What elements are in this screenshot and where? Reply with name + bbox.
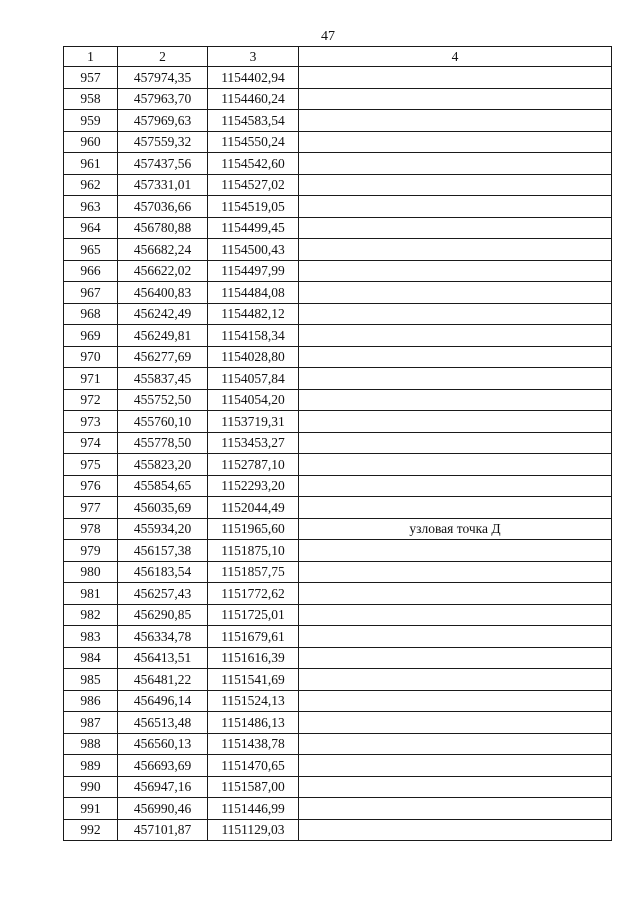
point-number-cell: 978	[64, 518, 118, 540]
table-row	[64, 669, 612, 691]
note-cell	[299, 346, 612, 368]
y-coordinate-cell: 1151438,78	[208, 733, 299, 755]
y-coordinate-cell: 1151772,62	[208, 583, 299, 605]
table-row	[64, 131, 612, 153]
point-number-cell: 968	[64, 303, 118, 325]
point-number-cell: 989	[64, 755, 118, 777]
note-cell	[299, 561, 612, 583]
note-cell	[299, 712, 612, 734]
note-cell	[299, 540, 612, 562]
x-coordinate-cell: 457331,01	[118, 174, 208, 196]
x-coordinate-cell: 456400,83	[118, 282, 208, 304]
point-number-cell: 963	[64, 196, 118, 218]
note-cell	[299, 497, 612, 519]
y-coordinate-cell: 1154583,54	[208, 110, 299, 132]
column-header-3: 3	[208, 47, 299, 67]
point-number-cell: 970	[64, 346, 118, 368]
y-coordinate-cell: 1152787,10	[208, 454, 299, 476]
x-coordinate-cell: 457559,32	[118, 131, 208, 153]
x-coordinate-cell: 455760,10	[118, 411, 208, 433]
table-row	[64, 776, 612, 798]
x-coordinate-cell: 455837,45	[118, 368, 208, 390]
table-row	[64, 174, 612, 196]
table-body	[64, 67, 612, 841]
y-coordinate-cell: 1151965,60	[208, 518, 299, 540]
point-number-cell: 980	[64, 561, 118, 583]
x-coordinate-cell: 455854,65	[118, 475, 208, 497]
x-coordinate-cell: 457969,63	[118, 110, 208, 132]
x-coordinate-cell: 456183,54	[118, 561, 208, 583]
table-row	[64, 196, 612, 218]
table-row	[64, 389, 612, 411]
note-cell	[299, 110, 612, 132]
table-row	[64, 217, 612, 239]
point-number-cell: 974	[64, 432, 118, 454]
x-coordinate-cell: 456481,22	[118, 669, 208, 691]
point-number-cell: 986	[64, 690, 118, 712]
x-coordinate-cell: 455823,20	[118, 454, 208, 476]
table-row	[64, 303, 612, 325]
y-coordinate-cell: 1154519,05	[208, 196, 299, 218]
y-coordinate-cell: 1154527,02	[208, 174, 299, 196]
x-coordinate-cell: 456947,16	[118, 776, 208, 798]
y-coordinate-cell: 1154482,12	[208, 303, 299, 325]
table-row	[64, 819, 612, 841]
note-cell	[299, 454, 612, 476]
x-coordinate-cell: 456990,46	[118, 798, 208, 820]
y-coordinate-cell: 1151486,13	[208, 712, 299, 734]
x-coordinate-cell: 456242,49	[118, 303, 208, 325]
x-coordinate-cell: 456496,14	[118, 690, 208, 712]
x-coordinate-cell: 456780,88	[118, 217, 208, 239]
y-coordinate-cell: 1154499,45	[208, 217, 299, 239]
point-number-cell: 977	[64, 497, 118, 519]
note-cell	[299, 755, 612, 777]
point-number-cell: 988	[64, 733, 118, 755]
table-row	[64, 497, 612, 519]
y-coordinate-cell: 1151587,00	[208, 776, 299, 798]
x-coordinate-cell: 456035,69	[118, 497, 208, 519]
table-row	[64, 518, 612, 540]
y-coordinate-cell: 1154550,24	[208, 131, 299, 153]
note-cell	[299, 217, 612, 239]
point-number-cell: 960	[64, 131, 118, 153]
x-coordinate-cell: 457974,35	[118, 67, 208, 89]
coordinates-table	[63, 46, 612, 841]
point-number-cell: 972	[64, 389, 118, 411]
table-row	[64, 755, 612, 777]
table-row	[64, 153, 612, 175]
note-cell	[299, 88, 612, 110]
point-number-cell: 958	[64, 88, 118, 110]
note-cell	[299, 389, 612, 411]
point-number-cell: 967	[64, 282, 118, 304]
x-coordinate-cell: 456277,69	[118, 346, 208, 368]
point-number-cell: 957	[64, 67, 118, 89]
table-row	[64, 432, 612, 454]
note-cell	[299, 368, 612, 390]
point-number-cell: 959	[64, 110, 118, 132]
x-coordinate-cell: 456249,81	[118, 325, 208, 347]
point-number-cell: 987	[64, 712, 118, 734]
table-row	[64, 647, 612, 669]
note-cell	[299, 432, 612, 454]
point-number-cell: 979	[64, 540, 118, 562]
y-coordinate-cell: 1153719,31	[208, 411, 299, 433]
y-coordinate-cell: 1152293,20	[208, 475, 299, 497]
y-coordinate-cell: 1151541,69	[208, 669, 299, 691]
point-number-cell: 990	[64, 776, 118, 798]
x-coordinate-cell: 455778,50	[118, 432, 208, 454]
point-number-cell: 984	[64, 647, 118, 669]
point-number-cell: 971	[64, 368, 118, 390]
point-number-cell: 981	[64, 583, 118, 605]
note-cell	[299, 798, 612, 820]
table-row	[64, 540, 612, 562]
y-coordinate-cell: 1153453,27	[208, 432, 299, 454]
y-coordinate-cell: 1154497,99	[208, 260, 299, 282]
column-header-1: 1	[64, 47, 118, 67]
note-cell	[299, 303, 612, 325]
table-row	[64, 88, 612, 110]
table-row	[64, 368, 612, 390]
note-cell	[299, 669, 612, 691]
y-coordinate-cell: 1151616,39	[208, 647, 299, 669]
x-coordinate-cell: 455752,50	[118, 389, 208, 411]
y-coordinate-cell: 1151129,03	[208, 819, 299, 841]
x-coordinate-cell: 456157,38	[118, 540, 208, 562]
point-number-cell: 965	[64, 239, 118, 261]
table-row	[64, 690, 612, 712]
y-coordinate-cell: 1154057,84	[208, 368, 299, 390]
point-number-cell: 969	[64, 325, 118, 347]
point-number-cell: 973	[64, 411, 118, 433]
y-coordinate-cell: 1154542,60	[208, 153, 299, 175]
note-cell	[299, 174, 612, 196]
note-cell	[299, 604, 612, 626]
y-coordinate-cell: 1154460,24	[208, 88, 299, 110]
point-number-cell: 962	[64, 174, 118, 196]
table-row	[64, 604, 612, 626]
table-header-row	[64, 47, 612, 67]
table-row	[64, 239, 612, 261]
table-row	[64, 325, 612, 347]
note-cell	[299, 153, 612, 175]
note-cell	[299, 475, 612, 497]
point-number-cell: 966	[64, 260, 118, 282]
y-coordinate-cell: 1151679,61	[208, 626, 299, 648]
x-coordinate-cell: 457101,87	[118, 819, 208, 841]
table-row	[64, 733, 612, 755]
y-coordinate-cell: 1154484,08	[208, 282, 299, 304]
note-cell	[299, 131, 612, 153]
point-number-cell: 985	[64, 669, 118, 691]
y-coordinate-cell: 1151470,65	[208, 755, 299, 777]
table-row	[64, 561, 612, 583]
point-number-cell: 975	[64, 454, 118, 476]
note-cell	[299, 819, 612, 841]
y-coordinate-cell: 1154402,94	[208, 67, 299, 89]
x-coordinate-cell: 456513,48	[118, 712, 208, 734]
note-cell	[299, 239, 612, 261]
point-number-cell: 976	[64, 475, 118, 497]
table-row	[64, 626, 612, 648]
y-coordinate-cell: 1154158,34	[208, 325, 299, 347]
note-cell	[299, 196, 612, 218]
column-header-2: 2	[118, 47, 208, 67]
note-cell	[299, 690, 612, 712]
x-coordinate-cell: 456693,69	[118, 755, 208, 777]
x-coordinate-cell: 456290,85	[118, 604, 208, 626]
note-cell	[299, 411, 612, 433]
note-cell	[299, 260, 612, 282]
x-coordinate-cell: 456257,43	[118, 583, 208, 605]
note-cell	[299, 776, 612, 798]
y-coordinate-cell: 1154028,80	[208, 346, 299, 368]
table-row	[64, 411, 612, 433]
y-coordinate-cell: 1152044,49	[208, 497, 299, 519]
y-coordinate-cell: 1151524,13	[208, 690, 299, 712]
table-row	[64, 475, 612, 497]
y-coordinate-cell: 1151857,75	[208, 561, 299, 583]
point-number-cell: 992	[64, 819, 118, 841]
y-coordinate-cell: 1154054,20	[208, 389, 299, 411]
x-coordinate-cell: 457437,56	[118, 153, 208, 175]
point-number-cell: 964	[64, 217, 118, 239]
note-cell	[299, 647, 612, 669]
y-coordinate-cell: 1154500,43	[208, 239, 299, 261]
note-cell	[299, 733, 612, 755]
point-number-cell: 961	[64, 153, 118, 175]
table-row	[64, 346, 612, 368]
x-coordinate-cell: 457036,66	[118, 196, 208, 218]
table-row	[64, 67, 612, 89]
page-number: 47	[321, 29, 335, 44]
note-cell	[299, 67, 612, 89]
table-row	[64, 583, 612, 605]
point-number-cell: 982	[64, 604, 118, 626]
table-row	[64, 110, 612, 132]
x-coordinate-cell: 456622,02	[118, 260, 208, 282]
x-coordinate-cell: 457963,70	[118, 88, 208, 110]
x-coordinate-cell: 456682,24	[118, 239, 208, 261]
y-coordinate-cell: 1151725,01	[208, 604, 299, 626]
x-coordinate-cell: 456560,13	[118, 733, 208, 755]
note-cell	[299, 626, 612, 648]
x-coordinate-cell: 456413,51	[118, 647, 208, 669]
table-row	[64, 260, 612, 282]
table-row	[64, 798, 612, 820]
x-coordinate-cell: 456334,78	[118, 626, 208, 648]
note-cell: узловая точка Д	[299, 518, 612, 540]
y-coordinate-cell: 1151875,10	[208, 540, 299, 562]
table-row	[64, 712, 612, 734]
note-cell	[299, 325, 612, 347]
point-number-cell: 991	[64, 798, 118, 820]
y-coordinate-cell: 1151446,99	[208, 798, 299, 820]
point-number-cell: 983	[64, 626, 118, 648]
table-row	[64, 282, 612, 304]
note-cell	[299, 282, 612, 304]
x-coordinate-cell: 455934,20	[118, 518, 208, 540]
column-header-4: 4	[299, 47, 612, 67]
table-row	[64, 454, 612, 476]
note-cell	[299, 583, 612, 605]
